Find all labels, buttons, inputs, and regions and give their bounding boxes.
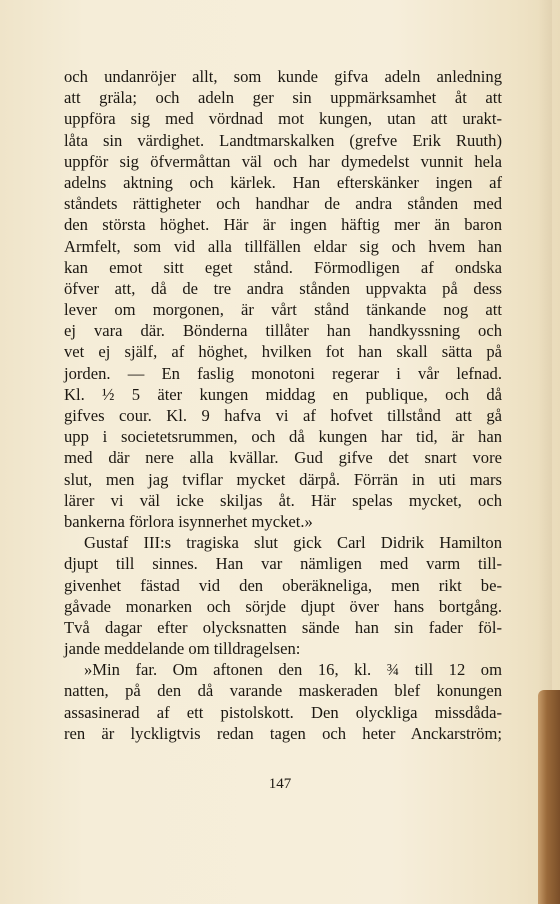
book-cover-edge [538,690,560,904]
text-line: uppföra sig med vördnad mot kungen, utan att urakt- [64,109,502,129]
text-line: ståndets rättigheter och handhar de andra stånden med [64,194,502,214]
text-line: lever om morgonen, är vårt stånd tänkande nog att [64,300,502,320]
text-line: bankerna förlora isynnerhet mycket.» [64,511,313,531]
text-line: gåvade monarken och sörjde djupt över hans bortgång. [64,596,502,616]
text-line: natten, på den då varande maskeraden blef konungen [64,681,502,701]
text-line: Två dagar efter olycksnatten sände han sin fader föl- [64,617,502,637]
text-line: Gustaf III:s tragiska slut gick Carl Didrik Hamilton [84,533,502,553]
text-line: med där nere alla kvällar. Gud gifve det snart vore [64,448,502,468]
page-number: 147 [268,776,292,792]
text-line: lärer vi väl icke skiljas åt. Här spelas mycket, och [64,490,502,510]
text-line: Armfelt, som vid alla tillfällen eldar sig och hvem han [64,236,502,256]
text-line: att gräla; och adeln ger sin uppmärksamhet åt att [64,88,502,108]
text-line: låta sin värdighet. Landtmarskalken (grefve Erik Ruuth) [64,130,502,150]
text-line: jande meddelande om tilldragelsen: [64,639,301,659]
text-line: och undanröjer allt, som kunde gifva adeln anledning [64,67,502,86]
text-line: gifves cour. Kl. 9 hafva vi af hofvet tillstånd att gå [64,406,502,425]
text-line: adelns aktning och kärlek. Han efterskänker ingen af [64,172,502,192]
text-line: ren är lyckligtvis redan tagen och heter Anckarström; [64,723,502,743]
text-line: Kl. ½ 5 äter kungen middag en publique, och då [64,384,502,404]
text-line: »Min far. Om aftonen den 16, kl. ¾ till 12 om [84,660,502,680]
text-line: assasinerad af ett pistolskott. Den olyckliga missdåda- [64,702,502,722]
text-line: den största höghet. Här är ingen häftig mer än baron [64,215,502,235]
text-line: jorden. — En faslig monotoni regerar i vår lefnad. [64,363,502,383]
text-line: uppför sig öfvermåttan väl och har dymedelst vunnit hela [64,151,502,171]
text-line: djupt till sinnes. Han var nämligen med varm till- [64,554,502,574]
text-line: ej vara där. Bönderna tillåter han handkyssning och [64,321,502,341]
text-line: öfver att, då de tre andra stånden uppvakta på dess [64,278,502,298]
text-line: vet ej själf, af höghet, hvilken fot han skall sätta på [64,342,502,362]
text-line: kan emot sitt eget stånd. Förmodligen af ondska [64,257,502,277]
text-line: givenhet fästad vid den oberäkneliga, men rikt be- [64,575,502,595]
text-line: upp i societetsrummen, och då kungen har tid, är han [64,427,502,447]
text-line: slut, men jag tviflar mycket därpå. Förrän in uti mars [64,469,502,489]
body-text [64,66,502,744]
